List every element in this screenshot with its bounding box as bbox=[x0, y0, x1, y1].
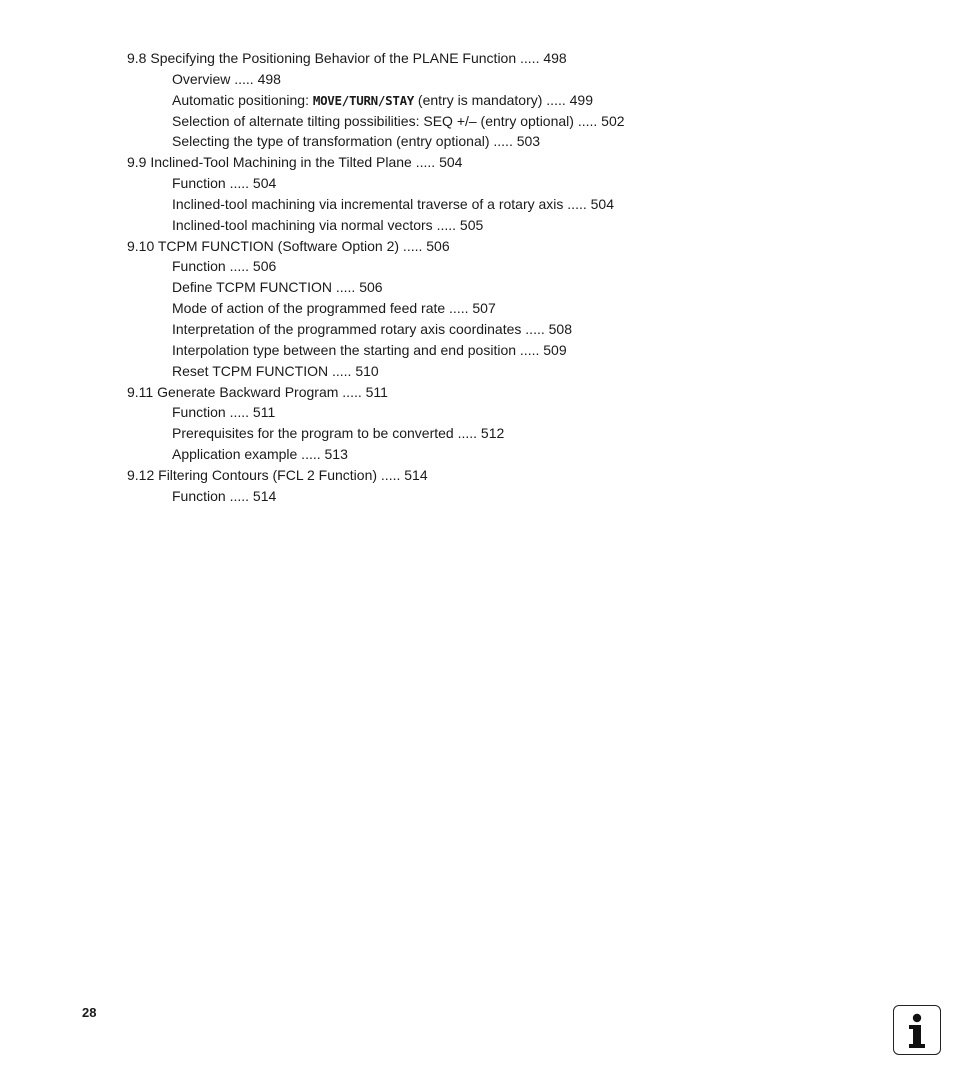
toc-item[interactable]: Prerequisites for the program to be converted ..... 512 bbox=[172, 425, 505, 442]
toc-item[interactable]: Function ..... 506 bbox=[172, 258, 277, 275]
toc-item-code: MOVE/TURN/STAY bbox=[312, 92, 415, 108]
toc-item-prefix: Automatic positioning: bbox=[172, 91, 313, 108]
toc-item[interactable]: Inclined-tool machining via incremental traverse of a rotary axis ..... 504 bbox=[172, 195, 614, 212]
toc-item[interactable]: Application example ..... 513 bbox=[172, 446, 348, 463]
toc-item[interactable]: Overview ..... 498 bbox=[172, 70, 281, 87]
toc-item[interactable]: Reset TCPM FUNCTION ..... 510 bbox=[172, 362, 379, 379]
toc-item[interactable]: Function ..... 511 bbox=[172, 404, 276, 421]
toc-item[interactable]: Function ..... 504 bbox=[172, 175, 277, 192]
toc-section-9-11[interactable]: 9.11 Generate Backward Program ..... 511 bbox=[127, 383, 388, 400]
toc-item[interactable]: Define TCPM FUNCTION ..... 506 bbox=[172, 279, 383, 296]
table-of-contents bbox=[127, 48, 927, 507]
toc-section-9-8[interactable]: 9.8 Specifying the Positioning Behavior of the PLANE Function ..... 498 bbox=[127, 50, 567, 66]
toc-item[interactable]: Interpretation of the programmed rotary axis coordinates ..... 508 bbox=[172, 320, 572, 337]
info-icon bbox=[893, 1005, 941, 1055]
toc-item[interactable]: Interpolation type between the starting and end position ..... 509 bbox=[172, 341, 567, 358]
toc-item-suffix: (entry is mandatory) ..... 499 bbox=[414, 91, 593, 108]
toc-item[interactable]: Function ..... 514 bbox=[172, 487, 277, 504]
toc-item[interactable]: Selection of alternate tilting possibilities: SEQ +/– (entry optional) ..... 502 bbox=[172, 112, 625, 129]
toc-section-9-9[interactable]: 9.9 Inclined-Tool Machining in the Tilted Plane ..... 504 bbox=[127, 154, 463, 171]
toc-item[interactable]: Mode of action of the programmed feed rate ..... 507 bbox=[172, 300, 496, 317]
toc-item[interactable]: Inclined-tool machining via normal vectors ..... 505 bbox=[172, 216, 484, 233]
toc-section-9-10[interactable]: 9.10 TCPM FUNCTION (Software Option 2) ..... 506 bbox=[127, 237, 450, 254]
toc-section-9-12[interactable]: 9.12 Filtering Contours (FCL 2 Function) ..... 514 bbox=[127, 466, 428, 483]
toc-item[interactable] bbox=[127, 90, 927, 111]
toc-item[interactable]: Selecting the type of transformation (entry optional) ..... 503 bbox=[172, 133, 541, 150]
page-number: 28 bbox=[82, 1005, 97, 1020]
